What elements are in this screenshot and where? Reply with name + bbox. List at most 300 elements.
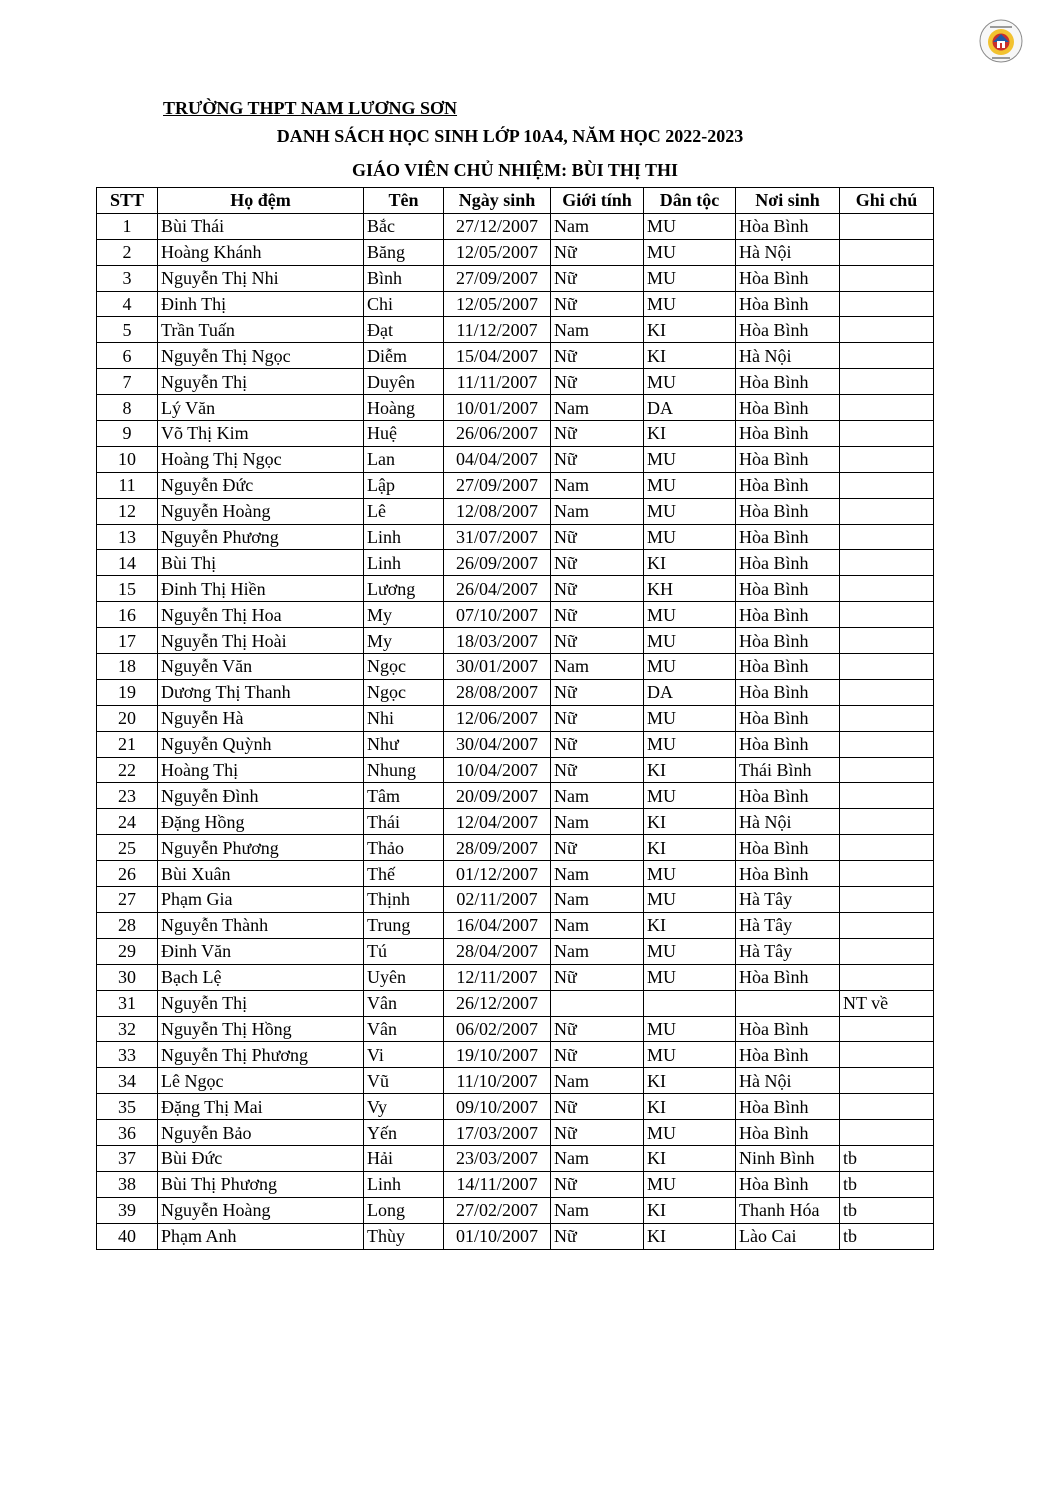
gioi-tinh-cell: Nữ <box>551 1120 644 1146</box>
ghi-chu-cell <box>840 938 934 964</box>
ghi-chu-cell <box>840 1068 934 1094</box>
ghi-chu-cell <box>840 628 934 654</box>
stt-cell: 13 <box>97 524 158 550</box>
noi-sinh-cell: Hà Nội <box>736 343 840 369</box>
noi-sinh-cell: Hà Tây <box>736 938 840 964</box>
ten-cell: My <box>364 628 444 654</box>
ten-cell: Ngọc <box>364 654 444 680</box>
col-header-dan-toc: Dân tộc <box>644 188 736 214</box>
ghi-chu-cell <box>840 783 934 809</box>
stt-cell: 30 <box>97 964 158 990</box>
dan-toc-cell: MU <box>644 1016 736 1042</box>
ghi-chu-cell <box>840 498 934 524</box>
ho-dem-cell: Nguyễn Thị Hoa <box>158 602 364 628</box>
gioi-tinh-cell: Nam <box>551 938 644 964</box>
stt-cell: 7 <box>97 369 158 395</box>
ho-dem-cell: Nguyễn Hoàng <box>158 1197 364 1223</box>
stt-cell: 20 <box>97 705 158 731</box>
ngay-sinh-cell: 14/11/2007 <box>444 1171 551 1197</box>
ngay-sinh-cell: 30/04/2007 <box>444 731 551 757</box>
noi-sinh-cell: Hòa Bình <box>736 679 840 705</box>
gioi-tinh-cell <box>551 990 644 1016</box>
gioi-tinh-cell: Nữ <box>551 628 644 654</box>
col-header-noi-sinh: Nơi sinh <box>736 188 840 214</box>
stt-cell: 3 <box>97 265 158 291</box>
ho-dem-cell: Đinh Thị Hiền <box>158 576 364 602</box>
dan-toc-cell: MU <box>644 291 736 317</box>
ngay-sinh-cell: 11/12/2007 <box>444 317 551 343</box>
ghi-chu-cell <box>840 654 934 680</box>
stt-cell: 28 <box>97 912 158 938</box>
gioi-tinh-cell: Nữ <box>551 705 644 731</box>
ngay-sinh-cell: 10/01/2007 <box>444 395 551 421</box>
table-row <box>97 783 934 809</box>
table-row <box>97 1197 934 1223</box>
dan-toc-cell: KI <box>644 1197 736 1223</box>
dan-toc-cell: DA <box>644 395 736 421</box>
gioi-tinh-cell: Nam <box>551 809 644 835</box>
ten-cell: Vy <box>364 1094 444 1120</box>
ghi-chu-cell <box>840 265 934 291</box>
gioi-tinh-cell: Nữ <box>551 550 644 576</box>
ngay-sinh-cell: 10/04/2007 <box>444 757 551 783</box>
ghi-chu-cell <box>840 731 934 757</box>
gioi-tinh-cell: Nam <box>551 395 644 421</box>
ghi-chu-cell <box>840 835 934 861</box>
school-emblem-icon <box>978 18 1024 64</box>
ho-dem-cell: Bùi Xuân <box>158 861 364 887</box>
dan-toc-cell: KI <box>644 317 736 343</box>
table-row <box>97 576 934 602</box>
noi-sinh-cell: Hòa Bình <box>736 576 840 602</box>
ngay-sinh-cell: 18/03/2007 <box>444 628 551 654</box>
noi-sinh-cell: Hòa Bình <box>736 317 840 343</box>
ngay-sinh-cell: 01/12/2007 <box>444 861 551 887</box>
ghi-chu-cell <box>840 472 934 498</box>
ngay-sinh-cell: 28/04/2007 <box>444 938 551 964</box>
table-row <box>97 1223 934 1249</box>
noi-sinh-cell: Hà Tây <box>736 912 840 938</box>
ngay-sinh-cell: 28/09/2007 <box>444 835 551 861</box>
col-header-ngay-sinh: Ngày sinh <box>444 188 551 214</box>
gioi-tinh-cell: Nữ <box>551 576 644 602</box>
ngay-sinh-cell: 15/04/2007 <box>444 343 551 369</box>
ho-dem-cell: Lý Văn <box>158 395 364 421</box>
gioi-tinh-cell: Nam <box>551 1145 644 1171</box>
gioi-tinh-cell: Nữ <box>551 369 644 395</box>
ten-cell: Tâm <box>364 783 444 809</box>
table-row <box>97 369 934 395</box>
ten-cell: Thế <box>364 861 444 887</box>
dan-toc-cell: KI <box>644 343 736 369</box>
gioi-tinh-cell: Nữ <box>551 1016 644 1042</box>
table-row <box>97 524 934 550</box>
noi-sinh-cell: Hòa Bình <box>736 395 840 421</box>
ho-dem-cell: Hoàng Khánh <box>158 239 364 265</box>
ten-cell: Linh <box>364 524 444 550</box>
ho-dem-cell: Dương Thị Thanh <box>158 679 364 705</box>
gioi-tinh-cell: Nam <box>551 861 644 887</box>
ghi-chu-cell: tb <box>840 1171 934 1197</box>
gioi-tinh-cell: Nữ <box>551 731 644 757</box>
ho-dem-cell: Nguyễn Quỳnh <box>158 731 364 757</box>
table-row <box>97 1042 934 1068</box>
ngay-sinh-cell: 11/11/2007 <box>444 369 551 395</box>
ten-cell: Trung <box>364 912 444 938</box>
ghi-chu-cell <box>840 291 934 317</box>
dan-toc-cell: MU <box>644 1042 736 1068</box>
stt-cell: 2 <box>97 239 158 265</box>
table-row <box>97 317 934 343</box>
ten-cell: Lương <box>364 576 444 602</box>
ten-cell: Ngọc <box>364 679 444 705</box>
gioi-tinh-cell: Nữ <box>551 757 644 783</box>
ghi-chu-cell <box>840 550 934 576</box>
ho-dem-cell: Phạm Anh <box>158 1223 364 1249</box>
ten-cell: Tú <box>364 938 444 964</box>
dan-toc-cell: KI <box>644 1094 736 1120</box>
table-row <box>97 446 934 472</box>
school-name: TRƯỜNG THPT NAM LƯƠNG SƠN <box>163 98 458 118</box>
stt-cell: 6 <box>97 343 158 369</box>
ten-cell: Nhi <box>364 705 444 731</box>
gioi-tinh-cell: Nữ <box>551 1223 644 1249</box>
ten-cell: Linh <box>364 550 444 576</box>
table-row <box>97 213 934 239</box>
ghi-chu-cell <box>840 395 934 421</box>
table-row <box>97 731 934 757</box>
stt-cell: 38 <box>97 1171 158 1197</box>
gioi-tinh-cell: Nam <box>551 912 644 938</box>
stt-cell: 35 <box>97 1094 158 1120</box>
gioi-tinh-cell: Nữ <box>551 679 644 705</box>
stt-cell: 11 <box>97 472 158 498</box>
stt-cell: 29 <box>97 938 158 964</box>
dan-toc-cell: MU <box>644 1120 736 1146</box>
ten-cell: Linh <box>364 1171 444 1197</box>
ho-dem-cell: Nguyễn Văn <box>158 654 364 680</box>
dan-toc-cell: MU <box>644 705 736 731</box>
ghi-chu-cell <box>840 369 934 395</box>
noi-sinh-cell: Hòa Bình <box>736 1171 840 1197</box>
dan-toc-cell: MU <box>644 887 736 913</box>
gioi-tinh-cell: Nam <box>551 213 644 239</box>
stt-cell: 37 <box>97 1145 158 1171</box>
gioi-tinh-cell: Nữ <box>551 265 644 291</box>
ten-cell: Lan <box>364 446 444 472</box>
table-row <box>97 343 934 369</box>
noi-sinh-cell: Hòa Bình <box>736 1094 840 1120</box>
ho-dem-cell: Phạm Gia <box>158 887 364 913</box>
ten-cell: Như <box>364 731 444 757</box>
table-row <box>97 291 934 317</box>
stt-cell: 40 <box>97 1223 158 1249</box>
ngay-sinh-cell: 26/09/2007 <box>444 550 551 576</box>
ngay-sinh-cell: 26/04/2007 <box>444 576 551 602</box>
stt-cell: 22 <box>97 757 158 783</box>
table-row <box>97 861 934 887</box>
gioi-tinh-cell: Nữ <box>551 524 644 550</box>
ghi-chu-cell: tb <box>840 1197 934 1223</box>
ten-cell: Thảo <box>364 835 444 861</box>
ten-cell: My <box>364 602 444 628</box>
dan-toc-cell: KI <box>644 1223 736 1249</box>
noi-sinh-cell: Hòa Bình <box>736 1120 840 1146</box>
ho-dem-cell: Đặng Thị Mai <box>158 1094 364 1120</box>
ten-cell: Băng <box>364 239 444 265</box>
noi-sinh-cell: Lào Cai <box>736 1223 840 1249</box>
dan-toc-cell: DA <box>644 679 736 705</box>
ngay-sinh-cell: 09/10/2007 <box>444 1094 551 1120</box>
stt-cell: 21 <box>97 731 158 757</box>
dan-toc-cell: MU <box>644 239 736 265</box>
dan-toc-cell: MU <box>644 783 736 809</box>
table-row <box>97 679 934 705</box>
table-row <box>97 472 934 498</box>
table-header-row <box>97 188 934 214</box>
ngay-sinh-cell: 19/10/2007 <box>444 1042 551 1068</box>
noi-sinh-cell: Hòa Bình <box>736 472 840 498</box>
ngay-sinh-cell: 28/08/2007 <box>444 679 551 705</box>
ho-dem-cell: Bùi Thái <box>158 213 364 239</box>
table-row <box>97 1171 934 1197</box>
stt-cell: 32 <box>97 1016 158 1042</box>
noi-sinh-cell: Hòa Bình <box>736 265 840 291</box>
ngay-sinh-cell: 20/09/2007 <box>444 783 551 809</box>
ghi-chu-cell <box>840 239 934 265</box>
stt-cell: 17 <box>97 628 158 654</box>
stt-cell: 33 <box>97 1042 158 1068</box>
ho-dem-cell: Trần Tuấn <box>158 317 364 343</box>
ho-dem-cell: Bùi Đức <box>158 1145 364 1171</box>
col-header-ten: Tên <box>364 188 444 214</box>
gioi-tinh-cell: Nữ <box>551 1094 644 1120</box>
gioi-tinh-cell: Nữ <box>551 964 644 990</box>
gioi-tinh-cell: Nữ <box>551 446 644 472</box>
table-row <box>97 395 934 421</box>
stt-cell: 1 <box>97 213 158 239</box>
table-row <box>97 239 934 265</box>
stt-cell: 23 <box>97 783 158 809</box>
ngay-sinh-cell: 07/10/2007 <box>444 602 551 628</box>
table-row <box>97 1016 934 1042</box>
dan-toc-cell: KI <box>644 1068 736 1094</box>
noi-sinh-cell: Thanh Hóa <box>736 1197 840 1223</box>
stt-cell: 24 <box>97 809 158 835</box>
stt-cell: 39 <box>97 1197 158 1223</box>
ghi-chu-cell: tb <box>840 1145 934 1171</box>
ghi-chu-cell <box>840 705 934 731</box>
dan-toc-cell: KI <box>644 550 736 576</box>
ngay-sinh-cell: 30/01/2007 <box>444 654 551 680</box>
gioi-tinh-cell: Nữ <box>551 239 644 265</box>
noi-sinh-cell: Hà Nội <box>736 809 840 835</box>
ghi-chu-cell <box>840 317 934 343</box>
ngay-sinh-cell: 06/02/2007 <box>444 1016 551 1042</box>
dan-toc-cell: MU <box>644 654 736 680</box>
ghi-chu-cell <box>840 421 934 447</box>
ngay-sinh-cell: 26/06/2007 <box>444 421 551 447</box>
gioi-tinh-cell: Nam <box>551 1197 644 1223</box>
student-table <box>96 187 934 1250</box>
ngay-sinh-cell: 12/11/2007 <box>444 964 551 990</box>
gioi-tinh-cell: Nữ <box>551 421 644 447</box>
ngay-sinh-cell: 12/04/2007 <box>444 809 551 835</box>
col-header-stt: STT <box>97 188 158 214</box>
ngay-sinh-cell: 17/03/2007 <box>444 1120 551 1146</box>
ho-dem-cell: Đinh Văn <box>158 938 364 964</box>
dan-toc-cell: KI <box>644 809 736 835</box>
gioi-tinh-cell: Nữ <box>551 343 644 369</box>
ghi-chu-cell <box>840 576 934 602</box>
ho-dem-cell: Đặng Hồng <box>158 809 364 835</box>
gioi-tinh-cell: Nam <box>551 317 644 343</box>
noi-sinh-cell: Hà Nội <box>736 239 840 265</box>
noi-sinh-cell: Hòa Bình <box>736 498 840 524</box>
noi-sinh-cell: Hòa Bình <box>736 550 840 576</box>
stt-cell: 9 <box>97 421 158 447</box>
stt-cell: 19 <box>97 679 158 705</box>
ghi-chu-cell <box>840 964 934 990</box>
stt-cell: 10 <box>97 446 158 472</box>
col-header-ho-dem: Họ đệm <box>158 188 364 214</box>
ho-dem-cell: Hoàng Thị Ngọc <box>158 446 364 472</box>
ghi-chu-cell <box>840 1094 934 1120</box>
ten-cell: Vũ <box>364 1068 444 1094</box>
ngay-sinh-cell: 02/11/2007 <box>444 887 551 913</box>
ngay-sinh-cell: 01/10/2007 <box>444 1223 551 1249</box>
ngay-sinh-cell: 12/05/2007 <box>444 239 551 265</box>
ten-cell: Bắc <box>364 213 444 239</box>
ngay-sinh-cell: 12/05/2007 <box>444 291 551 317</box>
table-row <box>97 628 934 654</box>
ngay-sinh-cell: 26/12/2007 <box>444 990 551 1016</box>
noi-sinh-cell: Hòa Bình <box>736 369 840 395</box>
ghi-chu-cell <box>840 861 934 887</box>
ten-cell: Bình <box>364 265 444 291</box>
ngay-sinh-cell: 27/02/2007 <box>444 1197 551 1223</box>
table-row <box>97 990 934 1016</box>
noi-sinh-cell: Hòa Bình <box>736 783 840 809</box>
gioi-tinh-cell: Nam <box>551 783 644 809</box>
ngay-sinh-cell: 16/04/2007 <box>444 912 551 938</box>
dan-toc-cell: KI <box>644 757 736 783</box>
ten-cell: Uyên <box>364 964 444 990</box>
noi-sinh-cell: Hòa Bình <box>736 628 840 654</box>
ho-dem-cell: Nguyễn Bảo <box>158 1120 364 1146</box>
table-row <box>97 912 934 938</box>
table-row <box>97 550 934 576</box>
stt-cell: 31 <box>97 990 158 1016</box>
dan-toc-cell: MU <box>644 964 736 990</box>
noi-sinh-cell: Ninh Bình <box>736 1145 840 1171</box>
ten-cell: Đạt <box>364 317 444 343</box>
noi-sinh-cell <box>736 990 840 1016</box>
ghi-chu-cell <box>840 213 934 239</box>
noi-sinh-cell: Hòa Bình <box>736 861 840 887</box>
ten-cell: Hoàng <box>364 395 444 421</box>
noi-sinh-cell: Hòa Bình <box>736 524 840 550</box>
ghi-chu-cell: tb <box>840 1223 934 1249</box>
dan-toc-cell: MU <box>644 938 736 964</box>
ten-cell: Vân <box>364 1016 444 1042</box>
ho-dem-cell: Lê Ngọc <box>158 1068 364 1094</box>
ghi-chu-cell <box>840 602 934 628</box>
dan-toc-cell: MU <box>644 861 736 887</box>
table-row <box>97 705 934 731</box>
ngay-sinh-cell: 04/04/2007 <box>444 446 551 472</box>
ngay-sinh-cell: 27/09/2007 <box>444 472 551 498</box>
ten-cell: Thái <box>364 809 444 835</box>
ten-cell: Yến <box>364 1120 444 1146</box>
ten-cell: Diễm <box>364 343 444 369</box>
ten-cell: Chi <box>364 291 444 317</box>
dan-toc-cell: MU <box>644 472 736 498</box>
noi-sinh-cell: Hòa Bình <box>736 654 840 680</box>
gioi-tinh-cell: Nữ <box>551 835 644 861</box>
stt-cell: 5 <box>97 317 158 343</box>
ghi-chu-cell <box>840 757 934 783</box>
dan-toc-cell <box>644 990 736 1016</box>
ghi-chu-cell <box>840 1120 934 1146</box>
ghi-chu-cell <box>840 912 934 938</box>
ten-cell: Nhung <box>364 757 444 783</box>
noi-sinh-cell: Hòa Bình <box>736 446 840 472</box>
gioi-tinh-cell: Nữ <box>551 291 644 317</box>
dan-toc-cell: KI <box>644 421 736 447</box>
dan-toc-cell: MU <box>644 628 736 654</box>
ghi-chu-cell <box>840 887 934 913</box>
stt-cell: 25 <box>97 835 158 861</box>
ho-dem-cell: Bạch Lệ <box>158 964 364 990</box>
ghi-chu-cell <box>840 809 934 835</box>
ten-cell: Duyên <box>364 369 444 395</box>
dan-toc-cell: MU <box>644 265 736 291</box>
table-row <box>97 1094 934 1120</box>
ghi-chu-cell <box>840 1016 934 1042</box>
col-header-gioi-tinh: Giới tính <box>551 188 644 214</box>
table-row <box>97 887 934 913</box>
list-title: DANH SÁCH HỌC SINH LỚP 10A4, NĂM HỌC 2022-2023 <box>276 126 744 146</box>
dan-toc-cell: MU <box>644 1171 736 1197</box>
noi-sinh-cell: Hòa Bình <box>736 421 840 447</box>
gioi-tinh-cell: Nam <box>551 498 644 524</box>
noi-sinh-cell: Hòa Bình <box>736 731 840 757</box>
ten-cell: Vân <box>364 990 444 1016</box>
ghi-chu-cell <box>840 343 934 369</box>
ghi-chu-cell <box>840 1042 934 1068</box>
ho-dem-cell: Nguyễn Thị <box>158 990 364 1016</box>
ho-dem-cell: Nguyễn Đình <box>158 783 364 809</box>
table-row <box>97 602 934 628</box>
ho-dem-cell: Nguyễn Đức <box>158 472 364 498</box>
dan-toc-cell: MU <box>644 369 736 395</box>
ho-dem-cell: Võ Thị Kim <box>158 421 364 447</box>
stt-cell: 12 <box>97 498 158 524</box>
noi-sinh-cell: Thái Bình <box>736 757 840 783</box>
table-row <box>97 938 934 964</box>
stt-cell: 8 <box>97 395 158 421</box>
ho-dem-cell: Hoàng Thị <box>158 757 364 783</box>
stt-cell: 4 <box>97 291 158 317</box>
ngay-sinh-cell: 27/09/2007 <box>444 265 551 291</box>
gioi-tinh-cell: Nam <box>551 887 644 913</box>
table-row <box>97 498 934 524</box>
dan-toc-cell: MU <box>644 731 736 757</box>
table-row <box>97 654 934 680</box>
table-row <box>97 265 934 291</box>
noi-sinh-cell: Hòa Bình <box>736 1042 840 1068</box>
